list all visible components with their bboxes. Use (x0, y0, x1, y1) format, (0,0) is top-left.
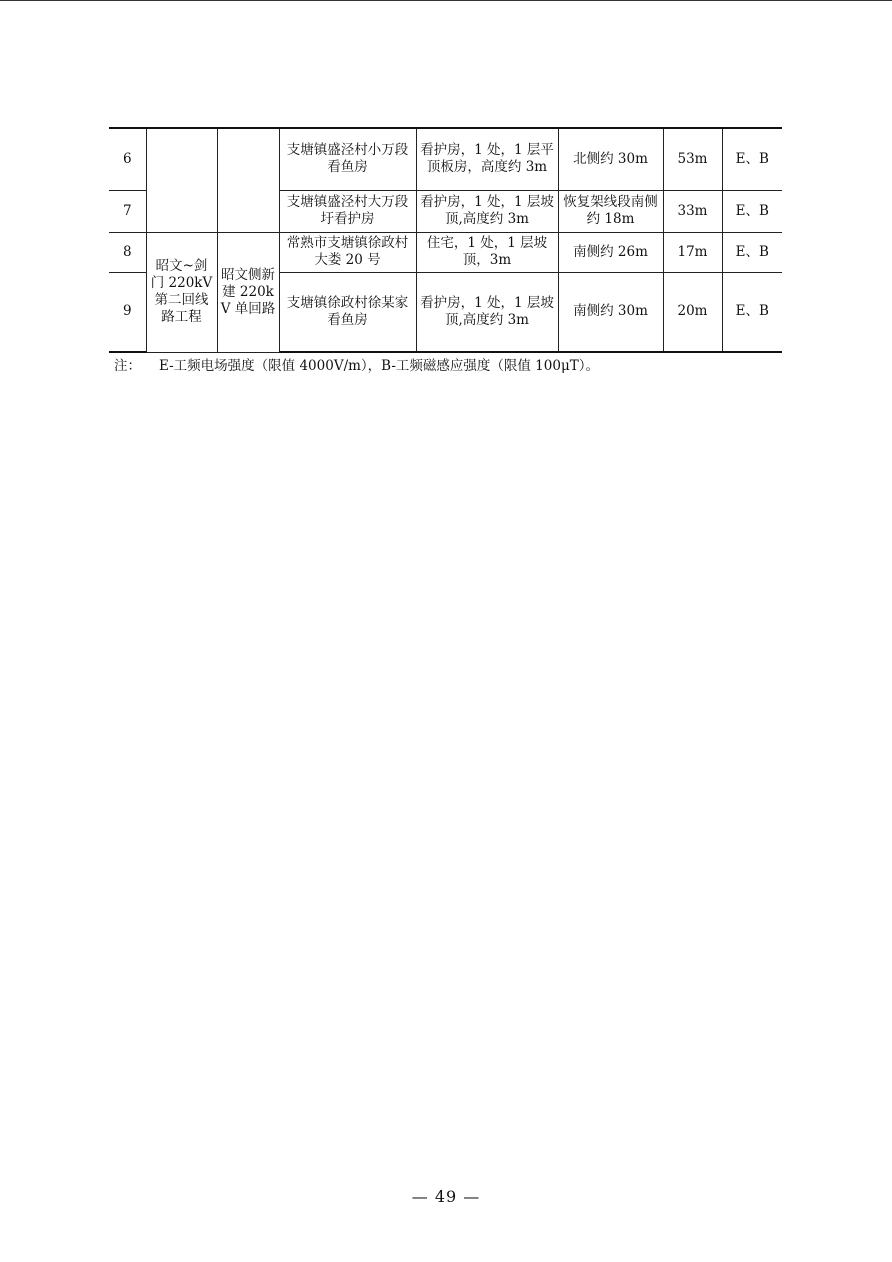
factor-cell: E、B (722, 128, 782, 190)
segment-cell-empty (217, 128, 279, 232)
top-border-rule (0, 0, 892, 1)
table-row (109, 128, 782, 190)
page-number: — 49 — (411, 1187, 481, 1206)
height-cell: 17m (663, 232, 722, 272)
building-cell: 住宅，1 处，1 层坡顶，3m (416, 232, 558, 272)
factor-cell: E、B (722, 232, 782, 272)
location-cell: 常熟市支塘镇徐政村大娄 20 号 (279, 232, 416, 272)
row-number: 6 (109, 128, 146, 190)
location-cell: 支塘镇盛泾村小万段看鱼房 (279, 128, 416, 190)
height-cell: 33m (663, 190, 722, 232)
factor-cell: E、B (722, 190, 782, 232)
sensitive-targets-table (109, 127, 782, 353)
table-row (109, 232, 782, 272)
note-text: E-工频电场强度（限值 4000V/m），B-工频磁感应强度（限值 100μT）。 (159, 358, 599, 374)
factor-cell: E、B (722, 272, 782, 352)
project-name-cell: 昭文~剑门 220kV 第二回线路工程 (146, 232, 217, 352)
position-cell: 南侧约 30m (558, 272, 663, 352)
building-cell: 看护房，1 处，1 层坡顶,高度约 3m (416, 272, 558, 352)
building-cell: 看护房，1 处，1 层坡顶,高度约 3m (416, 190, 558, 232)
note-label: 注： (114, 358, 141, 374)
position-cell: 南侧约 26m (558, 232, 663, 272)
project-cell-empty (146, 128, 217, 232)
position-cell: 恢复架线段南侧约 18m (558, 190, 663, 232)
height-cell: 20m (663, 272, 722, 352)
position-cell: 北侧约 30m (558, 128, 663, 190)
building-cell: 看护房，1 处，1 层平顶板房，高度约 3m (416, 128, 558, 190)
row-number: 9 (109, 272, 146, 352)
table-note (114, 358, 599, 375)
row-number: 8 (109, 232, 146, 272)
location-cell: 支塘镇徐政村徐某家看鱼房 (279, 272, 416, 352)
location-cell: 支塘镇盛泾村大万段圩看护房 (279, 190, 416, 232)
segment-name-cell: 昭文侧新建 220kV 单回路 (217, 232, 279, 352)
height-cell: 53m (663, 128, 722, 190)
row-number: 7 (109, 190, 146, 232)
